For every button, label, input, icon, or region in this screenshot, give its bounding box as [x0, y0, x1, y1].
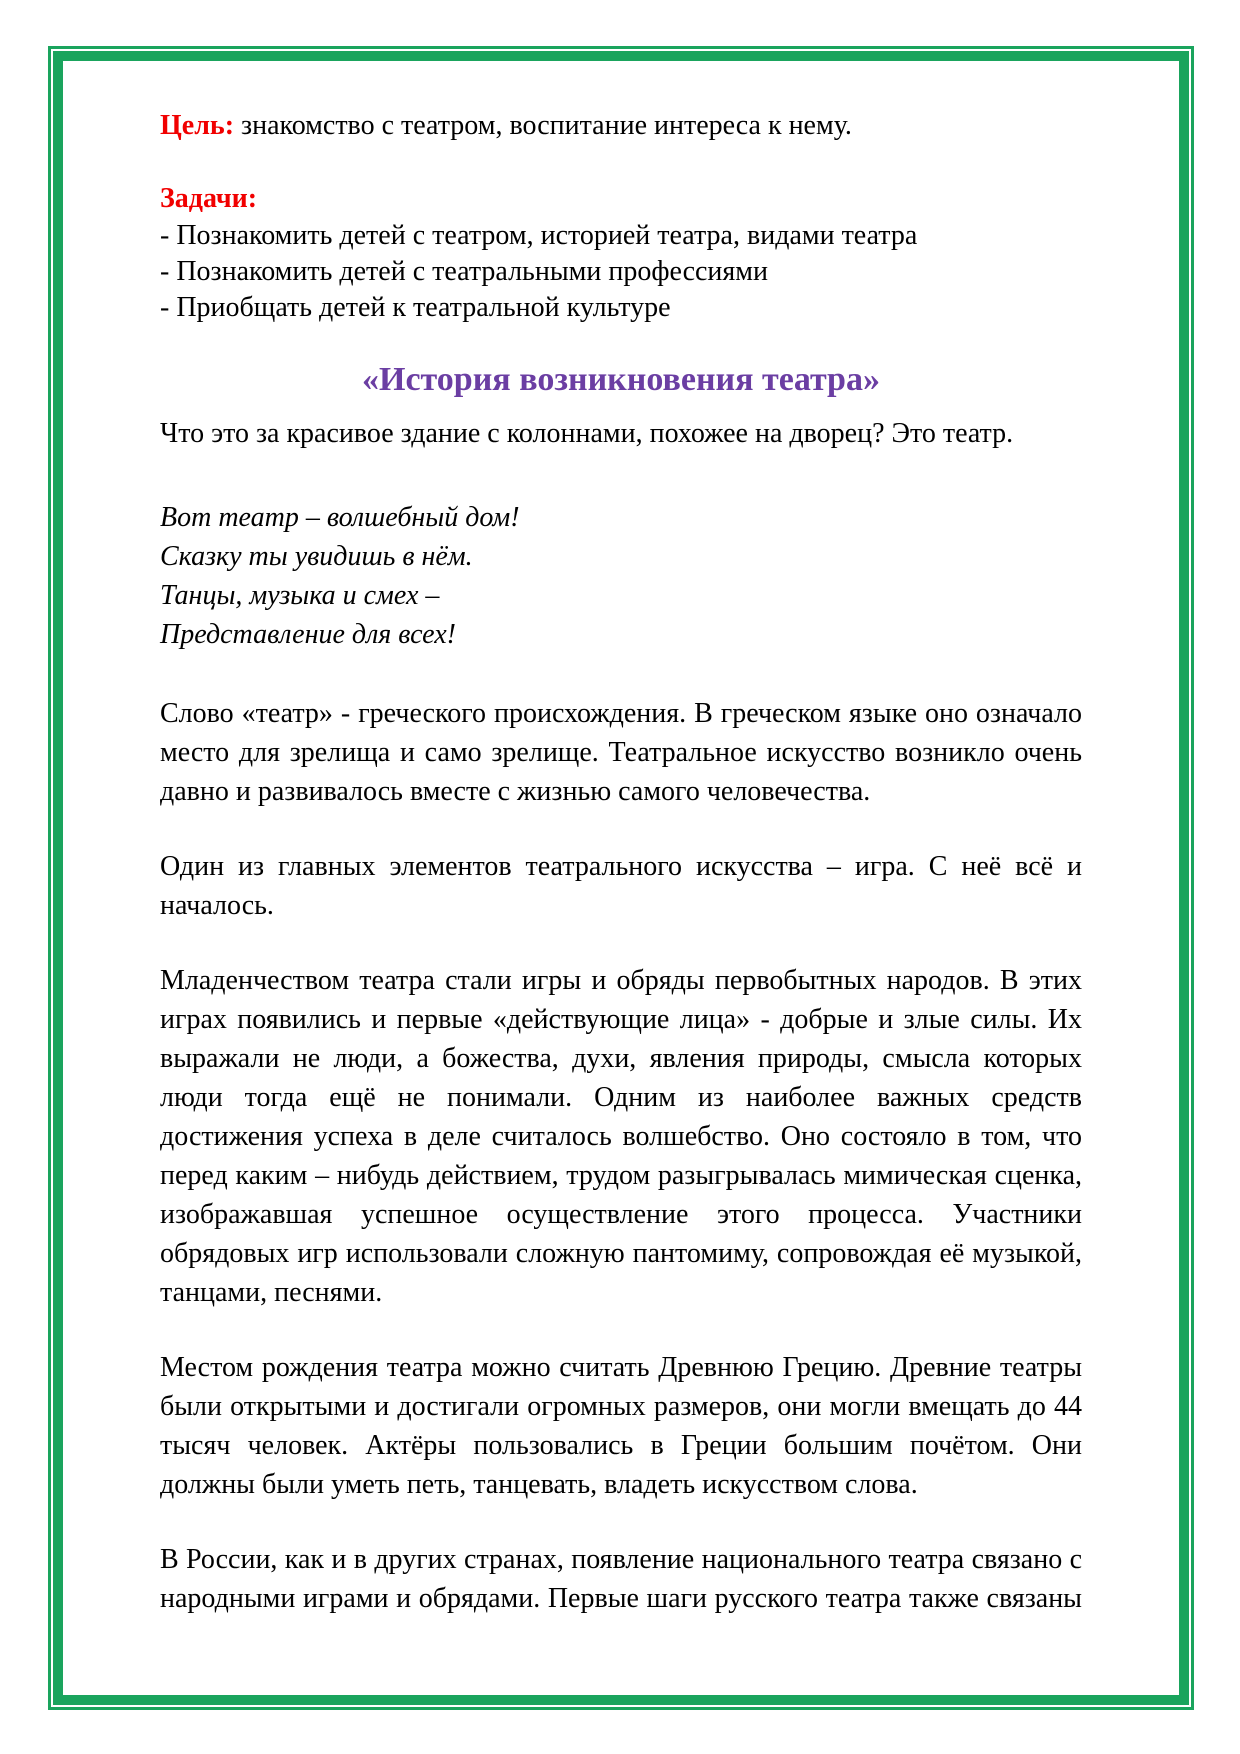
goal-text: знакомство с театром, воспитание интереса к нему. [234, 110, 852, 141]
poem-block [160, 498, 1082, 654]
document-content [160, 106, 1082, 1654]
tasks-list [160, 218, 1082, 326]
tasks-label: Задачи: [160, 183, 258, 214]
poem-line: Сказку ты увидишь в нём. [160, 541, 473, 572]
goal-label: Цель: [160, 110, 235, 141]
body-paragraph: Младенчеством театра стали игры и обряды первобытных народов. В этих играх появились и первые «действующие лица» - добрые и злые силы. Их выражали не люди, а божества, духи, явления природы, смысла которых люди тогда ещё не понимали. Одним из наиболее важных средств достижения успеха в деле считалось волшебство. Оно состояло в том, что перед каким – нибудь действием, трудом разыгрывалась мимическая сценка, изображавшая успешное осуществление этого процесса. Участники обрядовых игр использовали сложную пантомиму, сопровождая её музыкой, танцами, песнями. [160, 965, 1082, 1308]
body-paragraph: В России, как и в других странах, появление национального театра связано с народными играми и обрядами. Первые шаги русского театра также связаны [160, 1544, 1082, 1614]
body-paragraph: Местом рождения театра можно считать Древнюю Грецию. Древние театры были открытыми и достигали огромных размеров, они могли вмещать до 44 тысяч человек. Актёры пользовались в Греции большим почётом. Они должны были уметь петь, танцевать, владеть искусством слова. [160, 1352, 1082, 1500]
goal-line [160, 106, 1082, 145]
body-paragraphs [160, 694, 1082, 1618]
poem-line: Танцы, музыка и смех – [160, 580, 440, 611]
poem-line: Вот театр – волшебный дом! [160, 502, 520, 533]
body-paragraph: Слово «театр» - греческого происхождения. В греческом языке оно означало место для зрелища и само зрелище. Театральное искусство возникло очень давно и развивалось вместе с жизнью самого человечества. [160, 698, 1082, 807]
poem-line: Представление для всех! [160, 619, 456, 650]
page-title: «История возникновения театра» [362, 361, 880, 398]
task-item: - Познакомить детей с театром, историей театра, видами театра [160, 220, 918, 251]
task-item: - Приобщать детей к театральной культуре [160, 292, 671, 323]
intro-line: Что это за красивое здание с колоннами, похожее на дворец? Это театр. [160, 418, 1014, 449]
body-paragraph: Один из главных элементов театрального искусства – игра. С неё всё и началось. [160, 851, 1082, 921]
task-item: - Познакомить детей с театральными профессиями [160, 256, 769, 287]
